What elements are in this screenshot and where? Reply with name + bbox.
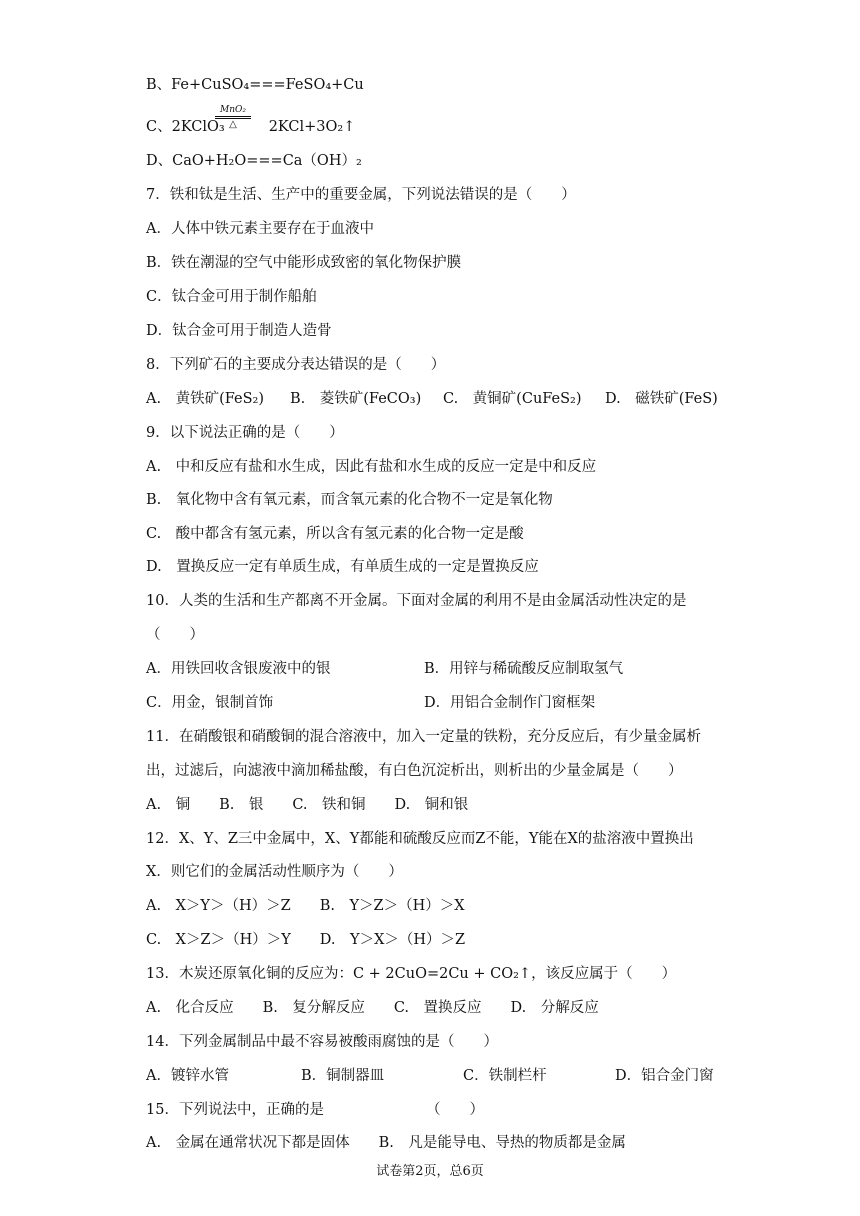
catalyst-label: MnO₂ — [220, 105, 246, 115]
q12-stem-line1: 12．X、Y、Z三中金属中，X、Y都能和硫酸反应而Z不能，Y能在X的盐溶液中置换出 — [146, 831, 694, 847]
q14-option-a: A．镀锌水管 — [146, 1068, 229, 1084]
q11-stem-line1: 11．在硝酸银和硝酸铜的混合溶液中，加入一定量的铁粉，充分反应后，有少量金属析 — [146, 729, 701, 745]
q13-options: A. 化合反应 B. 复分解反应 C. 置换反应 D. 分解反应 — [146, 1000, 599, 1016]
q6-option-d: D、CaO+H₂O===Ca（OH）₂ — [146, 153, 362, 169]
q9-stem: 9．以下说法正确的是（ ） — [146, 425, 344, 441]
q10-option-d: D．用铝合金制作门窗框架 — [424, 695, 596, 711]
q15-stem: 15．下列说法中，正确的是 — [146, 1102, 324, 1118]
q6-option-c-suffix: 2KCl+3O₂↑ — [268, 119, 356, 135]
q7-option-a: A．人体中铁元素主要存在于血液中 — [146, 221, 374, 237]
q7-option-c: C．钛合金可用于制作船舶 — [146, 289, 317, 305]
q12-options-ab: A. X＞Y＞（H）＞Z B. Y＞Z＞（H）＞X — [146, 898, 465, 914]
q12-options-cd: C. X＞Z＞（H）＞Y D. Y＞X＞（H）＞Z — [146, 932, 466, 948]
q10-option-b: B．用锌与稀硫酸反应制取氢气 — [424, 661, 624, 677]
q8-option-b: B. 菱铁矿(FeCO₃) — [290, 391, 422, 407]
q15-answer-paren: （ ） — [426, 1102, 484, 1118]
q9-option-d: D. 置换反应一定有单质生成，有单质生成的一定是置换反应 — [146, 559, 539, 575]
q11-stem-line2: 出，过滤后，向滤液中滴加稀盐酸，有白色沉淀析出，则析出的少量金属是（ ） — [146, 763, 683, 779]
q10-stem-line1: 10．人类的生活和生产都离不开金属。下面对金属的利用不是由金属活动性决定的是 — [146, 593, 687, 609]
q10-stem-line2: （ ） — [146, 627, 204, 643]
q9-option-a: A. 中和反应有盐和水生成，因此有盐和水生成的反应一定是中和反应 — [146, 459, 597, 475]
q6-option-b: B、Fe+CuSO₄===FeSO₄+Cu — [146, 77, 364, 93]
q7-option-b: B．铁在潮湿的空气中能形成致密的氧化物保护膜 — [146, 255, 462, 271]
q15-options-ab: A. 金属在通常状况下都是固体 B. 凡是能导电、导热的物质都是金属 — [146, 1135, 626, 1151]
q14-option-d: D．铝合金门窗 — [615, 1068, 714, 1084]
q8-stem: 8．下列矿石的主要成分表达错误的是（ ） — [146, 357, 446, 373]
q8-option-c: C. 黄铜矿(CuFeS₂) — [443, 391, 582, 407]
q10-option-a: A．用铁回收含银废液中的银 — [146, 661, 331, 677]
q8-option-d: D. 磁铁矿(FeS) — [605, 391, 718, 407]
q14-option-b: B．铜制器皿 — [301, 1068, 385, 1084]
q14-option-c: C．铁制栏杆 — [463, 1068, 547, 1084]
q9-option-c: C. 酸中都含有氢元素，所以含有氢元素的化合物一定是酸 — [146, 526, 524, 542]
q10-option-c: C．用金，银制首饰 — [146, 695, 274, 711]
reaction-condition — [215, 105, 251, 130]
q14-stem: 14．下列金属制品中最不容易被酸雨腐蚀的是（ ） — [146, 1034, 498, 1050]
q7-option-d: D．钛合金可用于制造人造骨 — [146, 323, 332, 339]
heat-symbol: △ — [229, 119, 237, 130]
q11-options: A. 铜 B. 银 C. 铁和铜 D. 铜和银 — [146, 797, 469, 813]
page-footer: 试卷第2页，总6页 — [376, 1164, 484, 1179]
q6-option-c-prefix: C、2KClO₃ — [146, 119, 225, 135]
q7-stem: 7．铁和钛是生活、生产中的重要金属，下列说法错误的是（ ） — [146, 187, 576, 203]
q8-option-a: A. 黄铁矿(FeS₂) — [146, 391, 264, 407]
q12-stem-line2: X．则它们的金属活动性顺序为（ ） — [146, 864, 403, 880]
q9-option-b: B. 氧化物中含有氧元素，而含氧元素的化合物不一定是氧化物 — [146, 492, 553, 508]
q13-stem: 13．木炭还原氧化铜的反应为：C + 2CuO=2Cu + CO₂↑，该反应属于（ ） — [146, 966, 677, 982]
